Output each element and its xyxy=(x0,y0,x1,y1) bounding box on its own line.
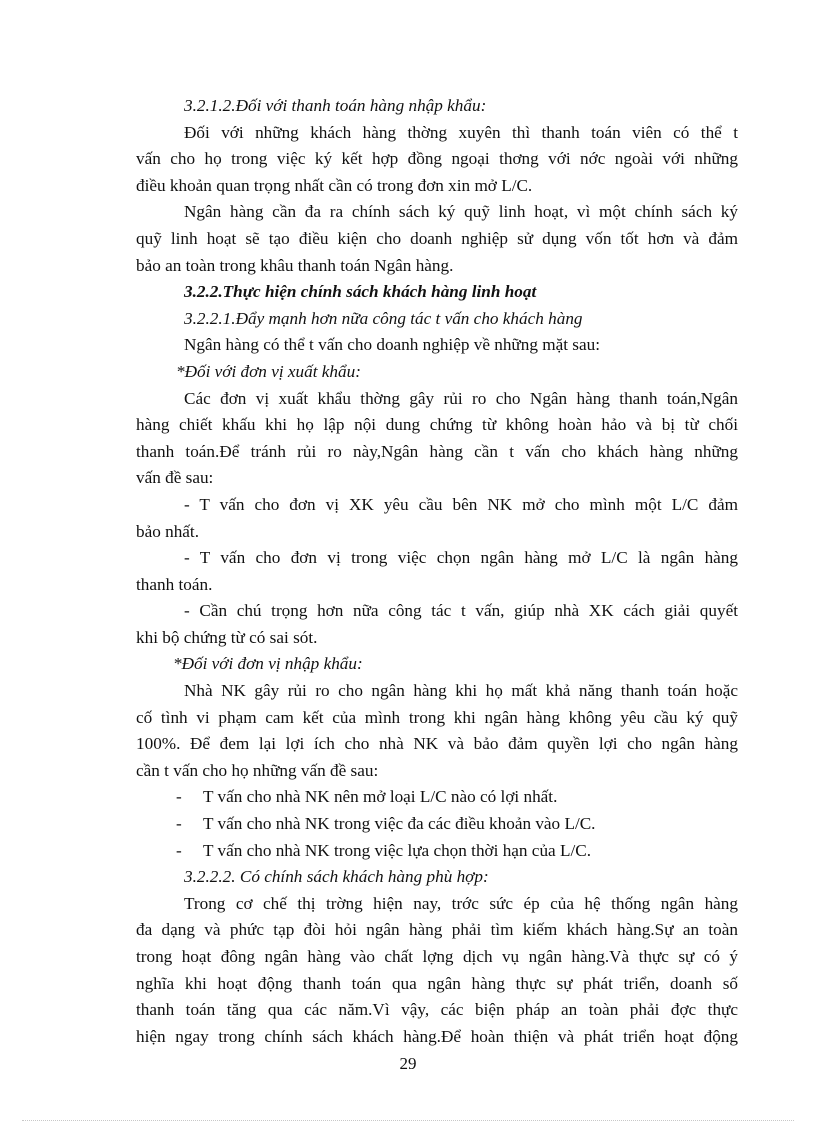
list-item-line: bảo nhất. xyxy=(136,521,200,541)
group-heading: *Đối với đơn vị nhập khẩu: xyxy=(173,654,363,674)
list-dash: - xyxy=(176,840,182,860)
paragraph-line: quỹ linh hoạt sẽ tạo điều kiện cho doanh nghiệp sử dụng vốn tốt hơn và đảm xyxy=(136,228,738,248)
list-item xyxy=(136,811,738,838)
paragraph-line: điều khoản quan trọng nhất cần có trong đơn xin mở L/C. xyxy=(136,175,533,195)
paragraph-line: nghĩa khi hoạt động thanh toán qua ngân hàng thực sự phát triển, doanh số xyxy=(136,973,738,993)
paragraph-line: Các đơn vị xuất khẩu thờng gây rủi ro cho Ngân hàng thanh toán,Ngân xyxy=(184,388,738,408)
paragraph-line: vấn đề sau: xyxy=(136,468,214,488)
paragraph-line: thanh toán tăng qua các năm.Vì vậy, các biện pháp an toàn phải đợc thực xyxy=(136,1000,738,1020)
paragraph-line: Trong cơ chế thị trờng hiện nay, trớc sức ép của hệ thống ngân hàng xyxy=(184,893,738,913)
paragraph-line: hàng chiết khấu khi họ lập nội dung chứng từ không hoàn hảo và bị từ chối xyxy=(136,415,738,435)
list-dash: - xyxy=(176,787,182,807)
page-body xyxy=(136,93,738,1050)
paragraph-line: hiện ngay trong chính sách khách hàng.Để hoàn thiện và phát triển hoạt động xyxy=(136,1026,738,1046)
subsection-heading: 3.2.2.1.Đẩy mạnh hơn nữa công tác t vấn cho khách hàng xyxy=(184,308,583,328)
paragraph-line: Đối với những khách hàng thờng xuyên thì thanh toán viên có thể t xyxy=(184,122,738,142)
list-item xyxy=(136,784,738,811)
paragraph-line: đa dạng và phức tạp đòi hỏi ngân hàng phải tìm kiếm khách hàng.Sự an toàn xyxy=(136,920,738,940)
list-item-text: T vấn cho nhà NK trong việc đa các điều khoản vào L/C. xyxy=(203,814,596,834)
group-heading: *Đối với đơn vị xuất khẩu: xyxy=(176,361,361,381)
list-dash: - xyxy=(176,814,182,834)
list-item-line: khi bộ chứng từ có sai sót. xyxy=(136,627,318,647)
paragraph-line: Nhà NK gây rủi ro cho ngân hàng khi họ mất khả năng thanh toán hoặc xyxy=(184,681,738,701)
paragraph-line: thanh toán.Để tránh rủi ro này,Ngân hàng cần t vấn cho khách hàng những xyxy=(136,441,738,461)
paragraph-line: Ngân hàng cần đa ra chính sách ký quỹ linh hoạt, vì một chính sách ký xyxy=(184,202,738,222)
paragraph-line: cần t vấn cho họ những vấn đề sau: xyxy=(136,760,379,780)
paragraph-line: cố tình vi phạm cam kết của mình trong khi ngân hàng không yêu cầu ký quỹ xyxy=(136,707,738,727)
paragraph-line: vấn cho họ trong việc ký kết hợp đồng ngoại thơng với nớc ngoài với những xyxy=(136,149,738,169)
paragraph-line: trong hoạt đông ngân hàng vào chất lợng dịch vụ ngân hàng.Và thực sự có ý xyxy=(136,947,738,966)
subsection-heading: 3.2.2.2. Có chính sách khách hàng phù hợp: xyxy=(184,867,489,887)
list-item-line: - T vấn cho đơn vị trong việc chọn ngân hàng mở L/C là ngân hàng xyxy=(184,548,738,568)
list-item-line: - Cần chú trọng hơn nữa công tác t vấn, giúp nhà XK cách giải quyết xyxy=(184,601,738,621)
paragraph-line: 100%. Để đem lại lợi ích cho nhà NK và bảo đảm quyền lợi cho ngân hàng xyxy=(136,734,738,754)
section-heading: 3.2.2.Thực hiện chính sách khách hàng linh hoạt xyxy=(184,282,537,302)
paragraph-line: bảo an toàn trong khâu thanh toán Ngân hàng. xyxy=(136,255,454,275)
subsection-heading: 3.2.1.2.Đối với thanh toán hàng nhập khẩu: xyxy=(184,96,487,115)
page-number: 29 xyxy=(399,1054,417,1073)
list-item xyxy=(136,838,738,865)
page-bottom-divider xyxy=(22,1120,794,1121)
list-item-text: T vấn cho nhà NK nên mở loại L/C nào có lợi nhất. xyxy=(203,787,558,807)
paragraph-line: Ngân hàng có thể t vấn cho doanh nghiệp về những mặt sau: xyxy=(184,335,600,355)
list-item-line: - T vấn cho đơn vị XK yêu cầu bên NK mở cho mình một L/C đảm xyxy=(184,494,738,514)
list-item-text: T vấn cho nhà NK trong việc lựa chọn thời hạn của L/C. xyxy=(203,840,591,860)
list-item-line: thanh toán. xyxy=(136,574,213,594)
